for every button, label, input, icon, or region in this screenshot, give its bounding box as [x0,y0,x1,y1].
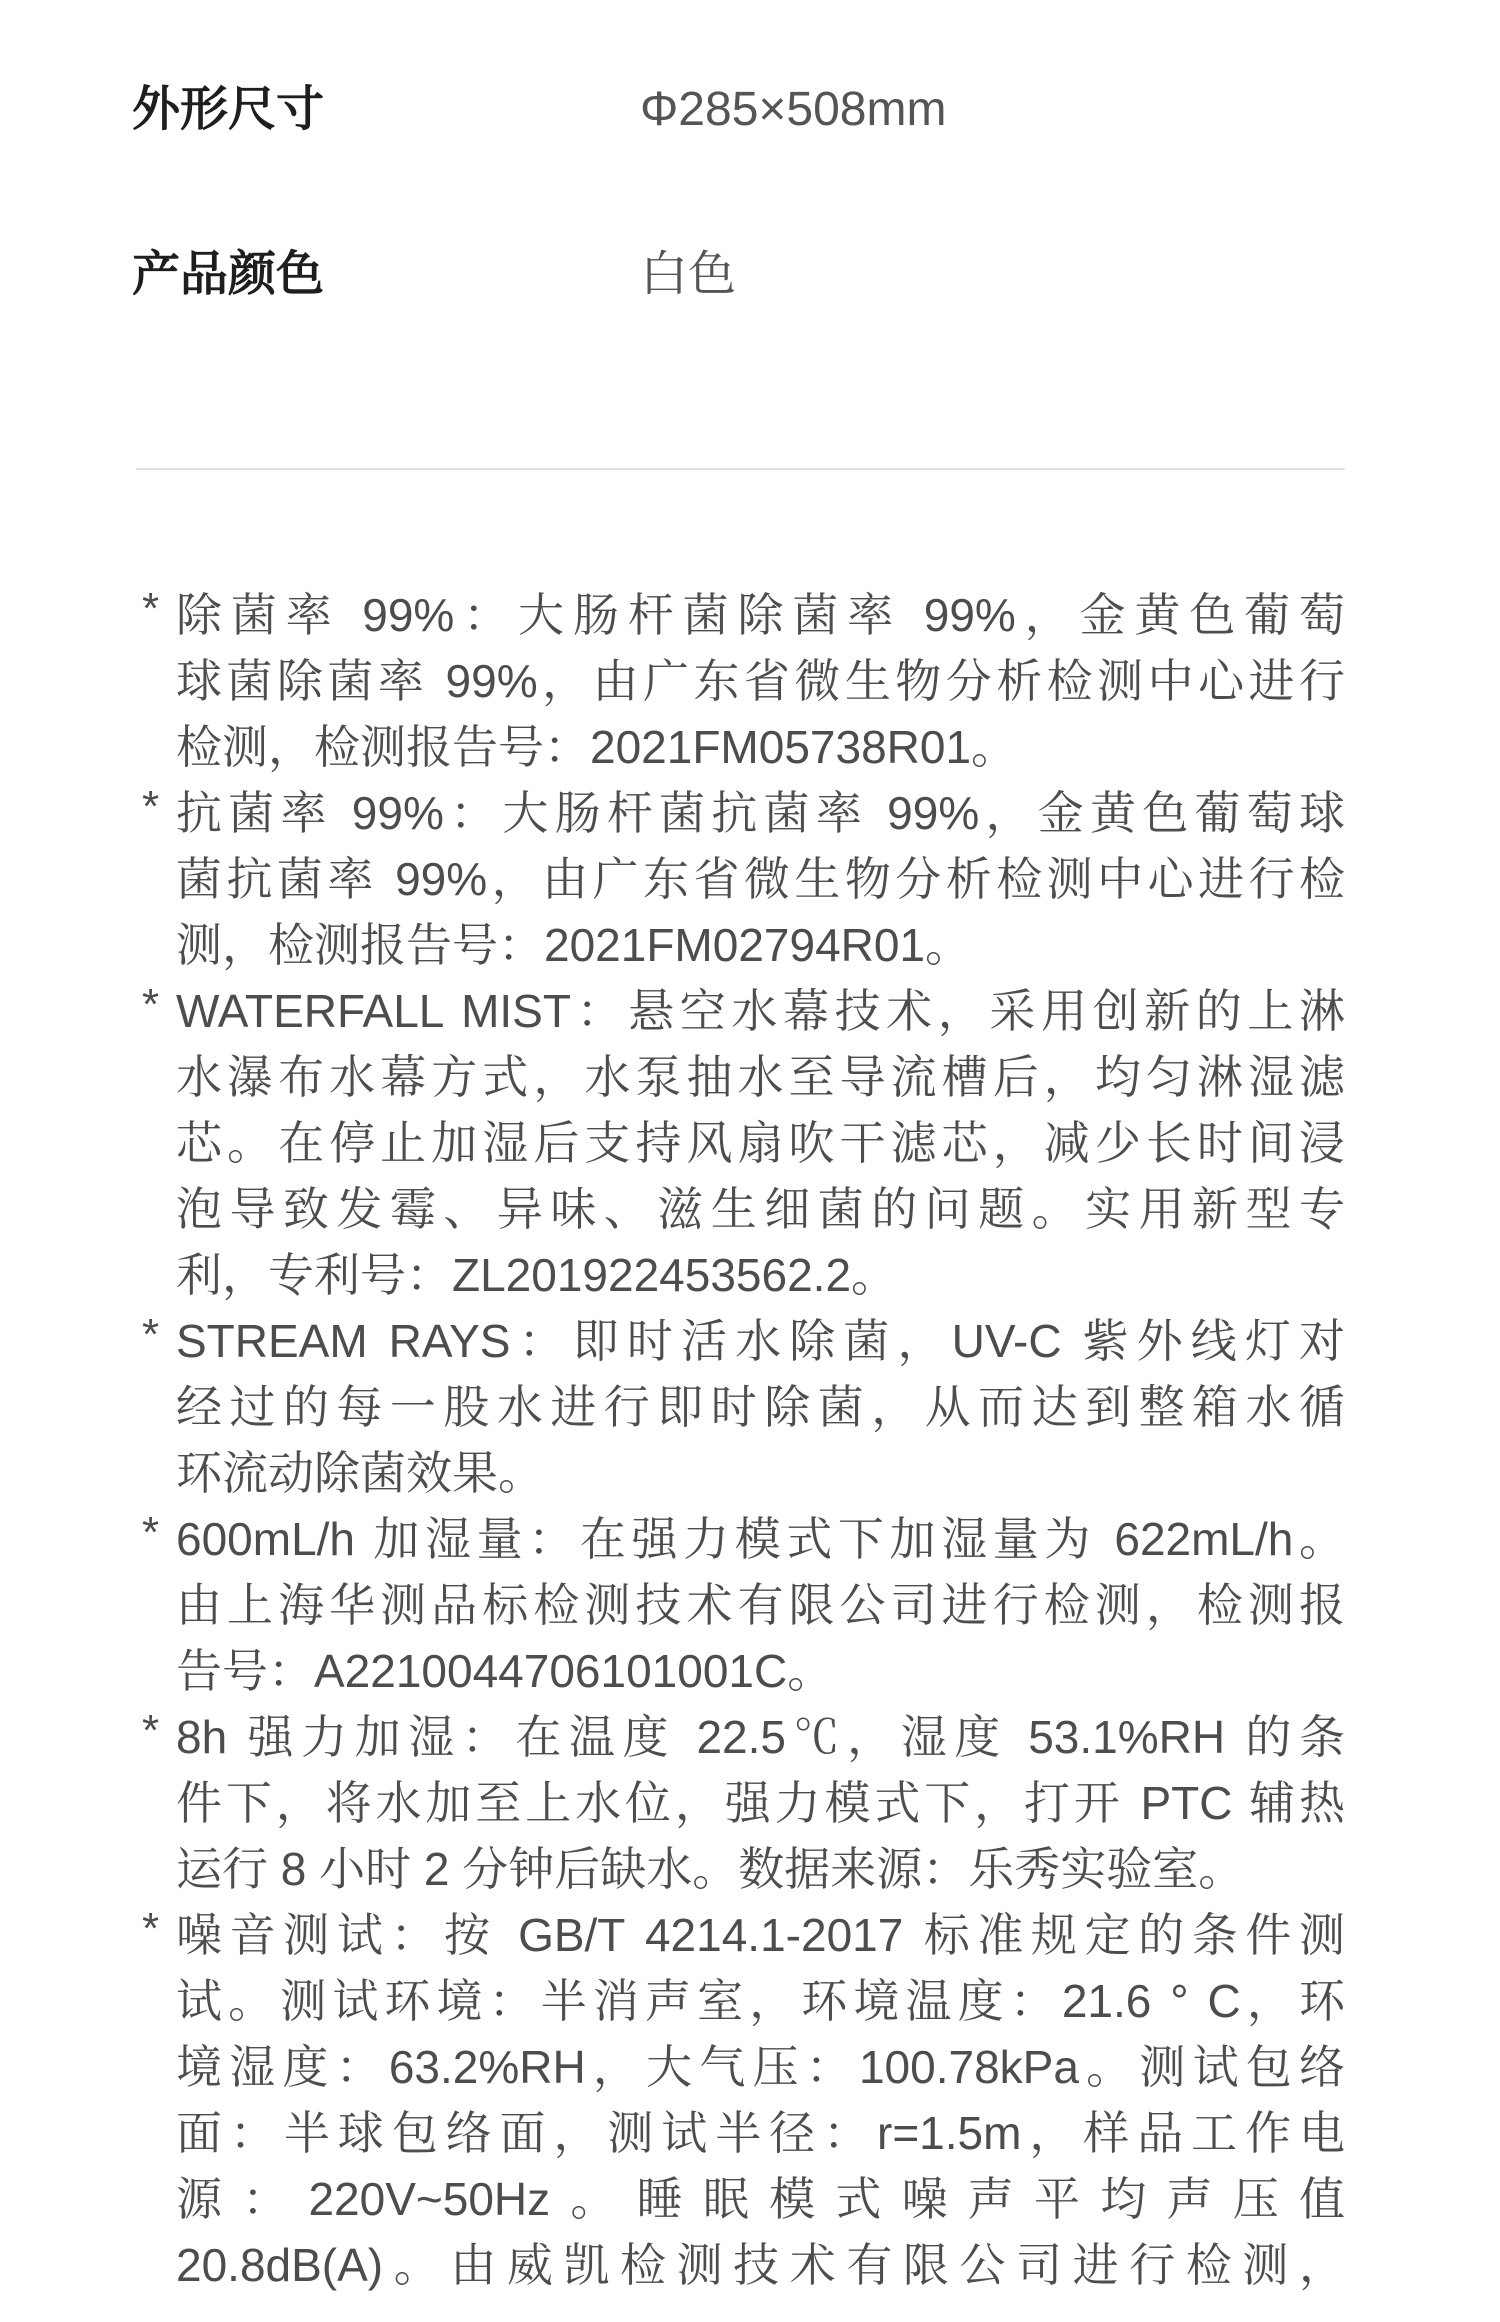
footnote-sterilization [142,582,1345,780]
footnote-marker: * [142,1310,160,1359]
footnote-line: WATERFALL MIST：悬空水幕技术，采用创新的上淋 [176,985,1345,1037]
footnote-line: 利，专利号：ZL201922453562.2。 [176,1249,898,1301]
footnote-marker: * [142,782,160,831]
footnote-marker: * [142,584,160,633]
spec-value-dimensions: Φ285×508mm [640,83,947,136]
footnote-line: 环流动除菌效果。 [176,1447,544,1499]
footnote-line: 面：半球包络面，测试半径：r=1.5m，样品工作电 [176,2107,1345,2159]
spec-label-dimensions: 外形尺寸 [132,83,325,136]
footnote-antibacterial [142,780,1345,978]
footnote-marker: * [142,1706,160,1755]
footnote-line: 测，检测报告号：2021FM02794R01。 [176,919,972,971]
footnote-line: STREAM RAYS：即时活水除菌，UV-C 紫外线灯对 [176,1315,1345,1367]
footnote-line: 8h 强力加湿：在温度 22.5℃，湿度 53.1%RH 的条 [176,1711,1345,1763]
spec-row-dimensions [0,75,1500,145]
footnote-line: 水瀑布水幕方式，水泵抽水至导流槽后，均匀淋湿滤 [176,1051,1345,1103]
footnote-line: 抗菌率 99%：大肠杆菌抗菌率 99%，金黄色葡萄球 [176,787,1345,839]
footnote-line: 运行 8 小时 2 分钟后缺水。数据来源：乐秀实验室。 [176,1843,1245,1895]
footnote-waterfall-mist [142,978,1345,1308]
footnote-runtime [142,1704,1345,1902]
footnote-line: 境湿度：63.2%RH，大气压：100.78kPa。测试包络 [176,2041,1345,2093]
footnote-noise-test [142,1902,1345,2298]
footnote-line: 芯。在停止加湿后支持风扇吹干滤芯，减少长时间浸 [176,1117,1345,1169]
spec-label-color: 产品颜色 [132,248,325,301]
footnote-line: 20.8dB(A)。由威凯检测技术有限公司进行检测， [176,2239,1345,2291]
footnote-line: 噪音测试：按 GB/T 4214.1-2017 标准规定的条件测 [176,1909,1345,1961]
footnote-marker: * [142,1508,160,1557]
footnote-line: 600mL/h 加湿量：在强力模式下加湿量为 622mL/h。 [176,1513,1345,1565]
footnote-marker: * [142,1904,160,1953]
footnote-stream-rays [142,1308,1345,1506]
footnote-line: 检测，检测报告号：2021FM05738R01。 [176,721,1018,773]
footnote-marker: * [142,980,160,1029]
footnotes [142,582,1345,2298]
footnote-line: 件下，将水加至上水位，强力模式下，打开 PTC 辅热 [176,1777,1345,1829]
footnote-line: 泡导致发霉、异味、滋生细菌的问题。实用新型专 [176,1183,1345,1235]
footnote-line: 菌抗菌率 99%，由广东省微生物分析检测中心进行检 [176,853,1345,905]
footnote-line: 经过的每一股水进行即时除菌，从而达到整箱水循 [176,1381,1345,1433]
footnote-line: 由上海华测品标检测技术有限公司进行检测，检测报 [176,1579,1345,1631]
section-divider [136,468,1345,470]
spec-value-color: 白色 [640,248,737,301]
footnote-line: 球菌除菌率 99%，由广东省微生物分析检测中心进行 [176,655,1345,707]
spec-row-color [0,240,1500,310]
footnote-line: 除菌率 99%：大肠杆菌除菌率 99%，金黄色葡萄 [176,589,1345,641]
footnote-line: 源：220V~50Hz。睡眠模式噪声平均声压值 [176,2173,1345,2225]
footnote-humidification-rate [142,1506,1345,1704]
footnote-line: 试。测试环境：半消声室，环境温度：21.6 ° C，环 [176,1975,1345,2027]
footnote-line: 告号：A2210044706101001C。 [176,1645,834,1697]
